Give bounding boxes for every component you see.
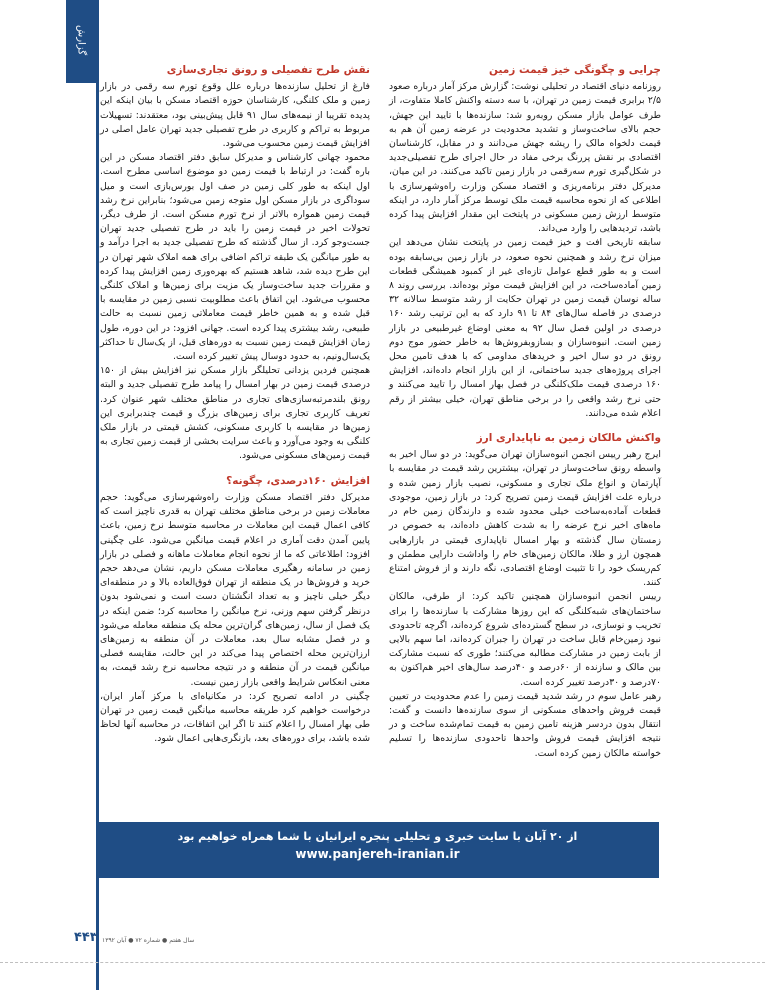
side-strip (66, 83, 96, 990)
subheading-right: واکنش مالکان زمین به ناپایداری ارز (476, 432, 661, 445)
left-column (100, 63, 370, 747)
paragraph: روزنامه دنیای اقتصاد در تحلیلی نوشت: گزارش مرکز آمار درباره صعود ۲/۵ برابری قیمت زمین در تهران، با سه دسته واکنش کاملا متفاوت، از طرف عوامل بازار مسکن روبه‌رو شد: سازنده‌ها با تایید این جهش، حجم بالای ساخت‌وساز و تشدید محدودیت در عرضه زمین آن هم به قیمت دلخواه مالک را ریشه جهش می‌دانند و در مقابل، کارشناسان اقتصادی بر نقش پررنگ برخی مفاد در حال اجرای طرح تفصیلی‌جدید در شکل‌گیری تورم سه‌رقمی در بازار زمین تاکید می‌کنند. در این میان، مدیرکل دفتر برنامه‌ریزی و اقتصاد مسکن وزارت راه‌وشهرسازی با اطلاعی که از نحوه محاسبه قیمت ملک توسط مرکز آمار دارد، در اینکه متوسط ارزش زمین مسکونی در پایتخت این مقدار افزایش پیدا کرده باشد، تردیدهایی را وارد می‌داند. (389, 81, 661, 235)
banner-text: از ۲۰ آبان با سایت خبری و تحلیلی پنجره ایرانیان با شما همراه خواهیم بود (177, 830, 578, 843)
paragraph: چگینی در ادامه تصریح کرد: در مکانیاه‌ای با مرکز آمار ایران، درخواست خواهیم کرد طریقه محاسبه میانگین قیمت زمین در تهران طی بهار امسال را اعلام کنند تا اگر این اتفاقات، در محاسبه آنها لحاظ شده باشد، برای دوره‌های بعد، بازنگری‌هایی اعمال شود. (100, 690, 370, 745)
subheading-left: افزایش ۱۶۰درصدی، چگونه؟ (226, 474, 370, 487)
section-label: گزارش (75, 24, 87, 56)
left-margin (0, 0, 66, 990)
paragraph: فارغ از تحلیل سازنده‌ها درباره علل وقوع تورم سه رقمی در بازار زمین و ملک کلنگی، کارشناسان حوزه اقتصاد مسکن با بیان اینکه این پدیده تقریبا از نیمه‌های سال ۹۱ قابل پیش‌بینی بود، معتقدند: تسهیلات مربوط به تراکم و کاربری در طرح تفصیلی جدید تهران عامل اصلی در افزایش قیمت زمین محسوب می‌شود. (100, 81, 370, 150)
paragraph: رهبر عامل سوم در رشد شدید قیمت زمین را عدم محدودیت در تعیین قیمت فروش واحدهای مسکونی از سوی سازنده‌ها دانست و گفت: انتقال بدون دردسر هزینه تامین زمین به قیمت تمام‌شده ساخت و در نتیجه افزایش قیمت فروش واحدها تاحدودی سازنده‌ها را تسلیم خواسته مالکان زمین کرده است. (389, 690, 661, 759)
paragraph: همچنین فردین یزدانی تحلیلگر بازار مسکن نیز افزایش بیش از ۱۵۰ درصدی قیمت زمین در بهار امسال را پیامد طرح تفصیلی جدید و البته رونق بلندمرتبه‌سازی‌های تجاری در مناطق مختلف شهر عنوان کرد. تعریف کاربری تجاری برای زمین‌های بزرگ و قیمت چندبرابری این زمین‌ها در مقایسه با کاربری مسکونی، کشش قیمتی در بازار ملک کلنگی به وجود می‌آورد و باعث سرایت بخشی از قیمت زمین تجاری به قیمت زمین‌های مسکونی می‌شود. (100, 365, 370, 462)
section-tab (66, 0, 96, 83)
page-number: ۴۴۳ (74, 930, 98, 945)
promo-banner (96, 822, 659, 878)
paragraph: رییس انجمن انبوه‌سازان همچنین تاکید کرد: از طرفی، مالکان ساختمان‌های شبه‌کلنگی که این روزها مشارکت با سازنده‌ها را برای تخریب و نوسازی، در سطح گسترده‌ای شروع کرده‌اند، اگرچه تاحدودی نبود زمین‌خام قابل ساخت در تهران را جبران کرده‌اند، اما سهم بالایی از بابت زمین در مشارکت مطالبه می‌کنند؛ طوری که نسبت مشارکت بین مالک و سازنده از ۶۰درصد و ۴۰درصد سال‌های اخیر هم‌اکنون به ۷۰درصد و ۳۰درصد تغییر کرده است. (389, 591, 661, 688)
paragraph: محمود چهانی کارشناس و مدیرکل سابق دفتر اقتصاد مسکن در این باره گفت: در ارتباط با قیمت زمین دو موضوع اساسی مطرح است. اول اینکه به طور کلی زمین در صف اول بورس‌بازی است و میل سوداگری در بازار مسکن اول متوجه زمین می‌شود؛ بنابراین نرخ رشد قیمت زمین همواره بالاتر از نرخ تورم مسکن است. از طرف دیگر، تحولات اخیر در قیمت زمین را باید در طرح تفصیلی جدید تهران جست‌وجو کرد. از سال گذشته که طرح تفصیلی جدید به اجرا درآمد و به طور میانگین یک طبقه تراکم اضافی برای همه املاک شهر تهران در این طرح دیده شد، شاهد هستیم که بهره‌وری زمین افزایش پیدا کرده و مقررات جدید ساخت‌وساز یک مزیت برای زمین‌ها و املاک کلنگی محسوب می‌شود. این اتفاق باعث مطلوبیت نسبی زمین در مقایسه با قبل شده و به همین خاطر قیمت معاملاتی زمین نسبت به حالت طبیعی، رشد بیشتری پیدا کرده است. جهانی افزود: در این دوره، طول زمان افزایش قیمت زمین نسبت به دوره‌های قبل، از یک‌سال تا حداکثر یک‌سال‌ونیم، به حدود دو‌سال پیش تغییر کرده است. (100, 152, 370, 363)
bottom-divider (0, 962, 765, 963)
issue-footer: سال هفتم ● شماره ۷۲ ● آبان ۱۳۹۲ (102, 937, 195, 944)
article-title-right: چرایی و چگونگی خیز قیمت زمین (489, 64, 661, 76)
paragraph: مدیرکل دفتر اقتصاد مسکن وزارت راه‌وشهرسازی می‌گوید: حجم معاملات زمین در برخی مناطق مختلف تهران به قدری ناچیز است که کافی اعمال قیمت این معاملات در محاسبه متوسط نرخ زمین، باعث پایین آمدن دقت آماری در اعلام قیمت میانگین می‌شود. علی چگینی افزود: اطلاعاتی که ما از نحوه انجام معاملات ماهانه و فصلی در بازار زمین در سامانه رهگیری معاملات مسکن داریم، نشان می‌دهد حجم خرید و فروش‌ها در یک منطقه از تهران فوق‌العاده بالا و در منطقه‌ای دیگر خیلی ناچیز و به تعداد انگشتان دست است و نمی‌شود بدون درنظر گرفتن سهم وزنی، نرخ میانگین را محاسبه کرد؛ ضمن اینکه در یک فصل از سال، زمین‌های گران‌ترین محله یک منطقه معامله می‌شود و در فصل مشابه سال بعد، معاملات در آن منطقه به زمین‌های ارزان‌ترین محله اختصاص پیدا می‌کند در این حالت، مقایسه فصلی میانگین قیمت در آن منطقه و در نتیجه محاسبه نرخ رشد قیمت، به معنی انعکاس شرایط واقعی بازار زمین نیست. (100, 491, 370, 688)
right-column (389, 63, 661, 761)
banner-url-link[interactable]: www.panjereh-iranian.ir (295, 847, 460, 861)
article-title-left: نقش طرح تفصیلی و رونق تجاری‌سازی (166, 64, 370, 76)
paragraph: ایرج رهبر رییس انجمن انبوه‌سازان تهران می‌گوید: در دو سال اخیر به واسطه رونق ساخت‌وساز در تهران، بیشترین رشد قیمت در مقایسه با آپارتمان و انواع ملک تجاری و مسکونی، نصیب بازار زمین شده‌ و درباره علت افزایش قیمت زمین تصریح کرد: در بازار زمین، موجودی قطعات آماده‌به‌ساخت خیلی محدود شده و دارندگان زمین خام در ماه‌های اخیر نرخ عرضه را به شدت کاهش داده‌اند، به خصوص در زمستان سال گذشته و بهار امسال ناپایداری قیمتی در بازارهایی همچون ارز و طلا، مالکان زمین‌های خام را واداشت دارایی مطمئن و کم‌ریسک خود را تا تثبیت اوضاع اقتصادی، نگه دارند و از فروش امتناع کنند. (389, 449, 661, 589)
paragraph: سابقه تاریخی افت و خیز قیمت زمین در پایتخت نشان می‌دهد این میزان نرخ رشد و همچنین نحوه صعود، در بازار زمین بی‌سابقه بوده است و به طور قطع عوامل تازه‌ای غیر از کمبود همیشگی قطعات زمین آماده‌ساخت، در این افزایش قیمت موثر بوده‌اند. بررسی روند ۸ ساله نوسان قیمت زمین در تهران حکایت از رشد متوسط سالانه ۳۲ درصدی در فاصله سال‌های ۸۴ تا ۹۱ دارد که به این ترتیب رشد ۱۶۰ درصدی در اولین فصل سال ۹۲ به معنی اوضاع غیرطبیعی در بازار زمین است. انبوه‌سازان و بساز‌وبفروش‌ها به خاطر حضور موج دوم رونق در دو سال اخیر و خریدهای مداومی که با هدف تامین محل اجرای پروژه‌های جدید ساختمانی، از این بازار انجام داده‌اند، افزایش ۱۶۰ درصدی قیمت ملک‌کلنگی در فصل بهار امسال را تایید می‌کنند و حتی نرخ رشد واقعی را در برخی مناطق تهران، خیلی بیشتر از رقم اعلام شده می‌دانند. (389, 237, 661, 419)
